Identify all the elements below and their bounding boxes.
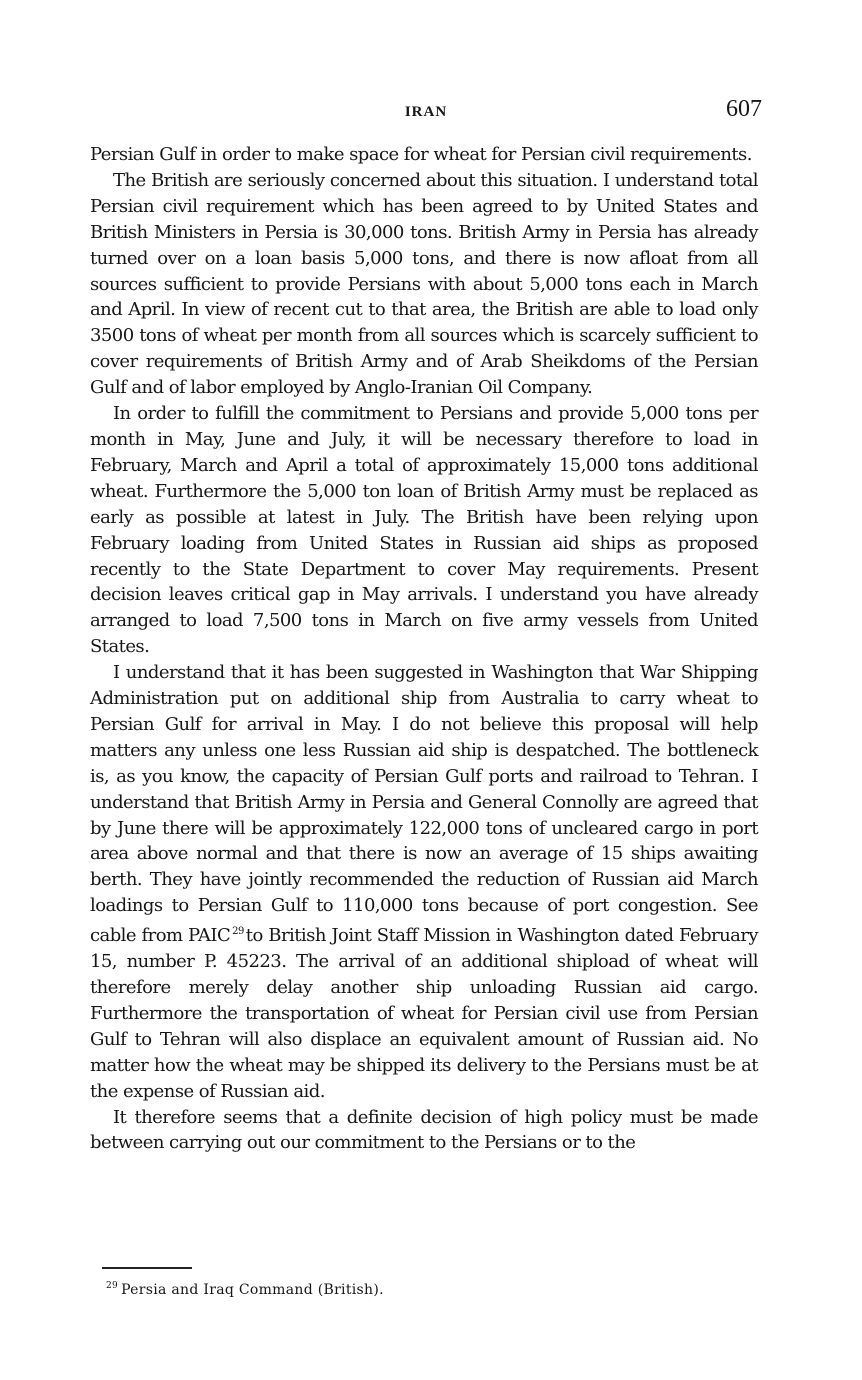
body-text — [90, 142, 758, 1156]
paragraph-fulfill-commitment: In order to fulfill the commitment to Persians and provide 5,000 tons per month in May, June and July, it will be necessary therefore to load in February, March and April a total of approximately 15,000 tons additional wheat. Furthermore the 5,000 ton loan of British Army must be replaced as early as possible at latest in July. The British have been relying upon February loading from United States in Russian aid ships as proposed recently to the State Department to cover May requirements. Present decision leaves critical gap in May arrivals. I understand you have already arranged to load 7,500 tons in March on five army vessels from United States. — [90, 403, 758, 658]
paragraph-policy-decision: It therefore seems that a definite decision of high policy must be made between carrying out our commitment to the Persians or to the — [90, 1106, 758, 1154]
footnote-divider — [102, 1267, 192, 1269]
running-head: IRAN — [404, 104, 448, 120]
page-number: 607 — [726, 96, 762, 122]
paragraph-text-part: I understand that it has been suggested in Washington that War Shipping Administration put on additional ship from Australia to carry wheat to Persian Gulf for arrival in May. I do not believe this proposal will help matters any unless one less Russian aid ship is despatched. The bottleneck is, as you know, the capacity of Persian Gulf ports and railroad to Tehran. I understand that British Army in Persia and General Connolly are agreed that by June there will be approximately 122,000 tons of uncleared cargo in port area above normal and that there is now an average of 15 ships awaiting berth. They have jointly recommended the reduction of Russian aid March loadings to Persian Gulf to 110,000 tons because of port congestion. See cable from PAIC — [90, 662, 758, 947]
footnote — [106, 1281, 384, 1298]
paragraph-text-part: to British Joint Staff Mission in Washington dated February 15, number P. 45223. The arrival of an additional shipload of wheat will therefore merely delay another ship unloading Russian aid cargo. Furthermore the transportation of wheat for Persian civil use from Persian Gulf to Tehran will also displace an equivalent amount of Russian aid. No matter how the wheat may be shipped its delivery to the Persians must be at the expense of Russian aid. — [90, 925, 758, 1102]
footnote-text: Persia and Iraq Command (British). — [121, 1282, 384, 1298]
page-header — [90, 96, 762, 130]
footnote-reference: 29 — [232, 926, 244, 938]
paragraph-shipping-proposal — [90, 660, 758, 1104]
footnote-marker: 29 — [106, 1281, 119, 1291]
paragraph-british-concern: The British are seriously concerned about this situation. I understand total Persian civil requirement which has been agreed to by United States and British Ministers in Persia is 30,000 tons. British Army in Persia has already turned over on a loan basis 5,000 tons, and there is now afloat from all sources sufficient to provide Persians with about 5,000 tons each in March and April. In view of recent cut to that area, the British are able to load only 3500 tons of wheat per month from all sources which is scarcely sufficient to cover requirements of British Army and of Arab Sheikdoms of the Persian Gulf and of labor employed by Anglo-Iranian Oil Company. — [90, 169, 758, 399]
paragraph-continued: Persian Gulf in order to make space for wheat for Persian civil requirements. — [90, 144, 752, 165]
